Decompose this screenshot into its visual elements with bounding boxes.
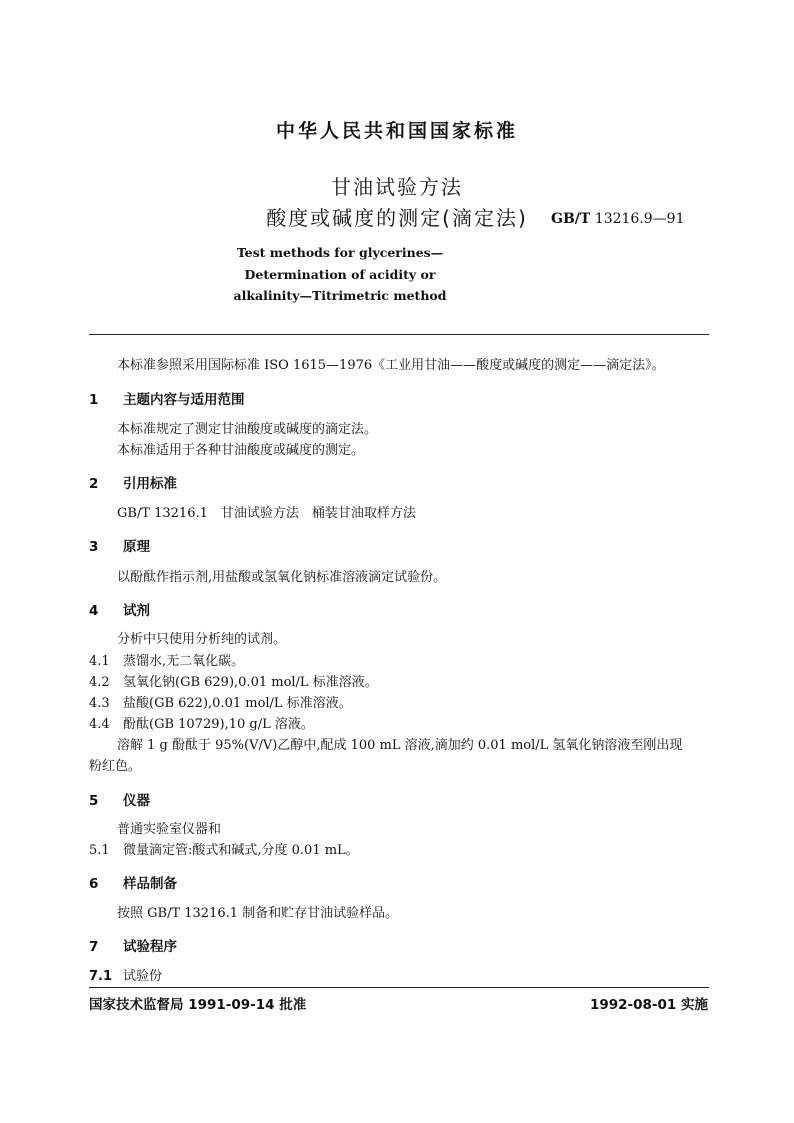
list-item xyxy=(89,839,359,858)
subsection-7-1-heading xyxy=(89,965,162,984)
header-divider xyxy=(89,334,709,335)
item-number: 4.3 xyxy=(89,696,110,711)
section-title: 引用标准 xyxy=(123,476,177,492)
section-7-heading xyxy=(89,935,177,955)
approval-date: 国家技术监督局 1991-09-14 批准 xyxy=(89,997,307,1013)
item-number: 7.1 xyxy=(89,969,113,984)
intro-paragraph: 本标准参照采用国际标准 ISO 1615—1976《工业用甘油——酸度或碱度的测定——滴定法》。 xyxy=(117,358,665,373)
section-title: 原理 xyxy=(123,539,150,555)
section-3-paragraph: 以酚酞作指示剂,用盐酸或氢氧化钠标准溶液滴定试验份。 xyxy=(117,570,447,585)
list-item xyxy=(89,650,244,669)
section-5-paragraph: 普通实验室仪器和 xyxy=(117,822,222,837)
standard-code-number: 13216.9—91 xyxy=(594,211,685,227)
section-4-paragraph: 分析中只使用分析纯的试剂。 xyxy=(117,632,287,647)
section-title: 主题内容与适用范围 xyxy=(123,392,245,408)
section-number: 5 xyxy=(89,793,99,809)
implementation-date: 1992-08-01 实施 xyxy=(589,997,708,1013)
section-number: 4 xyxy=(89,603,99,619)
section-title: 仪器 xyxy=(123,793,150,809)
english-title-line3: alkalinity—Titrimetric method xyxy=(233,288,447,303)
section-6-heading xyxy=(89,872,177,892)
item-number: 5.1 xyxy=(89,843,110,858)
english-title-line2: Determination of acidity or xyxy=(244,267,436,282)
document-title-line2: 酸度或碱度的测定(滴定法) xyxy=(266,206,528,230)
section-number: 1 xyxy=(89,392,99,408)
section-title: 样品制备 xyxy=(123,876,177,892)
section-number: 3 xyxy=(89,539,99,555)
section-1-heading xyxy=(89,388,245,408)
item-text: 氢氧化钠(GB 629),0.01 mol/L 标准溶液。 xyxy=(123,675,378,690)
section-6-paragraph: 按照 GB/T 13216.1 制备和贮存甘油试验样品。 xyxy=(117,906,399,921)
list-item xyxy=(89,713,314,732)
section-3-heading xyxy=(89,535,150,555)
section-4-note-line1: 溶解 1 g 酚酞于 95%(V/V)乙醇中,配成 100 mL 溶液,滴加约 0.01 mol/L 氢氧化钠溶液至刚出现 xyxy=(117,738,683,753)
section-number: 2 xyxy=(89,476,99,492)
item-text: 酚酞(GB 10729),10 g/L 溶液。 xyxy=(123,717,314,732)
item-number: 4.2 xyxy=(89,675,110,690)
section-number: 6 xyxy=(89,876,99,892)
english-title-line1: Test methods for glycerines— xyxy=(236,245,444,260)
section-2-reference: GB/T 13216.1 甘油试验方法 桶装甘油取样方法 xyxy=(117,506,416,521)
item-number: 4.1 xyxy=(89,654,110,669)
section-1-paragraph-2: 本标准适用于各种甘油酸度或碱度的测定。 xyxy=(117,443,365,458)
list-item xyxy=(89,671,378,690)
item-text: 微量滴定管:酸式和碱式,分度 0.01 mL。 xyxy=(123,843,359,858)
standard-code xyxy=(551,211,685,227)
footer-divider xyxy=(89,987,709,988)
section-4-note-line2: 粉红色。 xyxy=(89,759,142,774)
standard-code-prefix: GB/T xyxy=(551,211,591,227)
item-number: 4.4 xyxy=(89,717,110,732)
list-item xyxy=(89,692,352,711)
item-text: 蒸馏水,无二氧化碳。 xyxy=(123,654,245,669)
country-standard-heading: 中华人民共和国国家标准 xyxy=(275,120,518,142)
section-number: 7 xyxy=(89,939,99,955)
item-text: 盐酸(GB 622),0.01 mol/L 标准溶液。 xyxy=(123,696,352,711)
section-4-heading xyxy=(89,599,150,619)
section-5-heading xyxy=(89,789,150,809)
section-1-paragraph-1: 本标准规定了测定甘油酸度或碱度的滴定法。 xyxy=(117,422,378,437)
section-title: 试验程序 xyxy=(123,939,177,955)
section-title: 试剂 xyxy=(123,603,150,619)
section-2-heading xyxy=(89,472,177,492)
item-text: 试验份 xyxy=(123,969,163,984)
document-title-line1: 甘油试验方法 xyxy=(331,175,463,199)
